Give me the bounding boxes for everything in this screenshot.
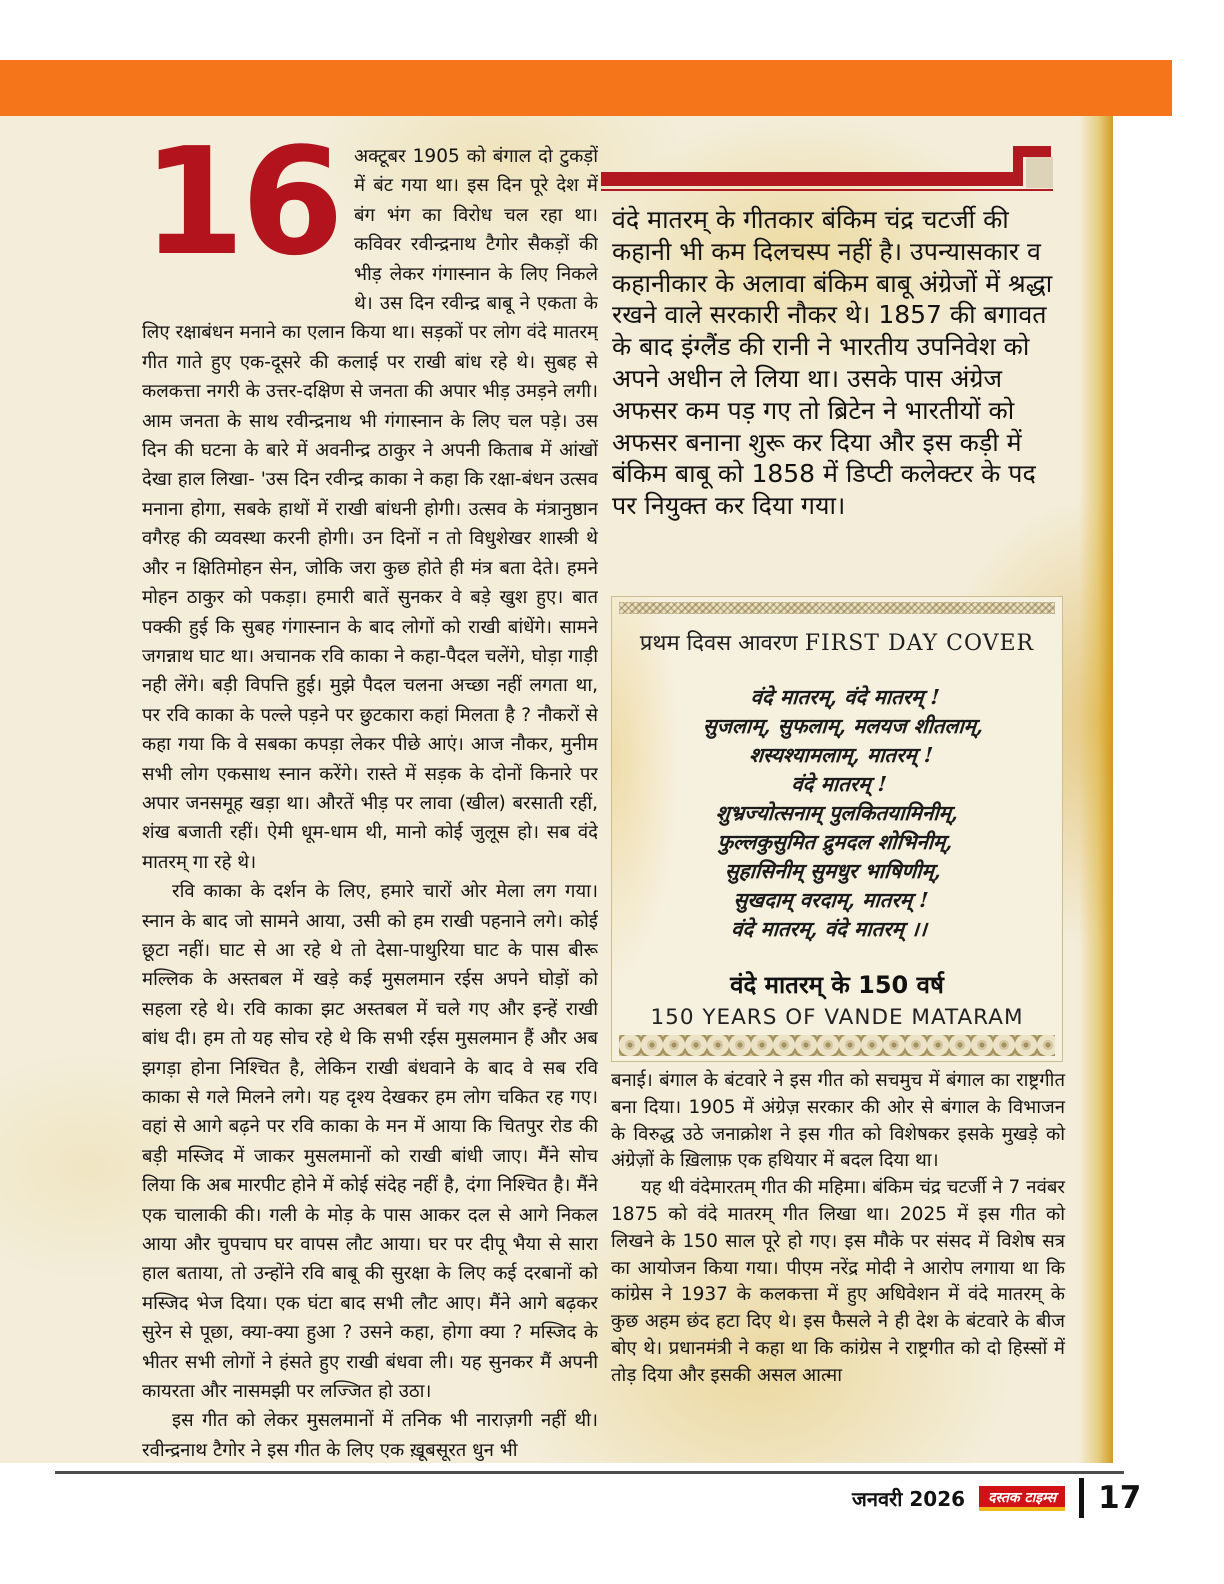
anniversary-title-hindi: वंदे मातरम् के 150 वर्ष [730,971,944,999]
poem-line: सुजलाम्, सुफलाम्, मलयज शीतलाम्, [702,714,985,738]
body-paragraph: यह थी वंदेमारतम् गीत की महिमा। बंकिम चंद्र चटर्जी ने 7 नवंबर 1875 को वंदे मातरम् गीत लिखा था। 2025 में इस गीत को लिखने के 150 साल पूरे हो गए। इस मौके पर संसद में विशेष सत्र का आयोजन किया गया। पीएम नरेंद्र मोदी ने आरोप लगाया था कि कांग्रेस ने 1937 के कलकत्ता में हुए अधिवेशन में वंदे मातरम् के कुछ अहम छंद हटा दिए थे। इस फैसले ने ही देश के बंटवारे के बीज बोए थे। प्रधानमंत्री ने कहा था कि कांग्रेस ने राष्ट्रगीत को दो हिस्सों में तोड़ दिया और इसकी असल आत्मा [611,1177,1065,1386]
poem-line: सुखदाम् वरदाम्, मातरम् ! [732,888,930,912]
red-rule-square [1026,157,1053,188]
right-column-lower [611,1068,1065,1390]
poem-line: वंदे मातरम्, वंदे मातरम् ! [749,685,941,709]
fdc-heading-hindi: प्रथम दिवस आवरण [639,631,798,656]
footer-divider [1079,1478,1084,1518]
body-paragraph [142,142,598,877]
body-paragraph: इस गीत को लेकर मुसलमानों में तनिक भी नाराज़गी नहीं थी। रवीन्द्रनाथ टैगोर ने इस गीत के लिए एक ख़ूबसूरत धुन भी [142,1410,598,1461]
anniversary-title-english: 150 YEARS OF VANDE MATARAM [650,1005,1024,1030]
paragraph-text: अक्टूबर 1905 को बंगाल दो टुकड़ों में बंट गया था। इस दिन पूरे देश में बंग भंग का विरोध चल रहा था। कविवर रवीन्द्रनाथ टैगोर सैकड़ों की भीड़ लेकर गंगास्नान के लिए निकले थे। उस दिन रवीन्द्र बाबू ने एकता के लिए रक्षाबंधन मनाने का एलान किया था। सड़कों पर लोग वंदे मातरम् गीत गाते हुए एक-दूसरे की कलाई पर राखी बांध रहे थे। सुबह से कलकत्ता नगरी के उत्तर-दक्षिण से जनता की अपार भीड़ उमड़ने लगी। आम जनता के साथ रवीन्द्रनाथ भी गंगास्नान के लिए चल पड़े। उस दिन की घटना के बारे में अवनीन्द्र ठाकुर ने अपनी किताब में आंखों देखा हाल लिखा- 'उस दिन रवीन्द्र काका ने कहा कि रक्षा-बंधन उत्सव मनाना होगा, सबके हाथों में राखी बांधनी होगी। उत्सव के मंत्रानुष्ठान वगैरह की व्यवस्था करनी होगी। उन दिनों न तो विधुशेखर शास्त्री थे और न क्षितिमोहन सेन, जोकि जरा कुछ होते ही मंत्र बता देते। हमने मोहन ठाकुर को पकड़ा। हमारी बातें सुनकर वे बड़े खुश हुए। बात पक्की हुई कि सुबह गंगास्नान के बाद लोगों को राखी बांधेंगे। सामने जगन्नाथ घाट था। अचानक रवि काका ने कहा-पैदल चलेंगे, घोड़ा गाड़ी नही लेंगे। बड़ी विपत्ति हुई। मुझे पैदल चलना अच्छा नहीं लगता था, पर रवि काका के पल्ले पड़ने पर छुटकारा कहां मिलता है ? नौकरों से कहा गया कि वे सबका कपड़ा लेकर पीछे आएं। आज नौकर, मुनीम सभी लोग एकसाथ स्नान करेंगे। रास्ते में सड़क के दोनों किनारे पर अपार जनसमूह खड़ा था। औरतें भीड़ पर लावा (खील) बरसाती रहीं, शंख बजाती रहीं। ऐमी धूम-धाम थी, मानो कोई जुलूस हो। सब वंदे मातरम् गा रहे थे। [142,146,598,873]
decorative-border-bottom [619,1035,1055,1056]
decorative-border-top [619,602,1055,614]
fdc-heading-english: FIRST DAY COVER [804,631,1035,656]
page-number: 17 [1098,1479,1142,1516]
fdc-heading [612,627,1062,657]
issue-date: जनवरी 2026 [852,1486,966,1511]
first-day-cover-box [611,596,1063,1062]
poem-line: वंदे मातरम्, वंदे मातरम् ।। [730,917,928,941]
drop-cap: 16 [142,142,340,288]
body-paragraph: रवि काका के दर्शन के लिए, हमारे चारों ओर मेला लग गया। स्नान के बाद जो सामने आया, उसी को हम राखी पहनाने लगे। कोई छूटा नहीं। घाट से आ रहे थे तो देसा-पाथुरिया घाट के पास बीरू मल्लिक के अस्तबल में खड़े कई मुसलमान रईस अपने घोड़ों को सहला रहे थे। रवि काका झट अस्तबल में चले गए और इन्हें राखी बांध दी। हम तो यह सोच रहे थे कि सभी रईस मुसलमान हैं और अब झगड़ा होना निश्चित है, लेकिन राखी बंधवाने के बाद वे सब रवि काका से गले मिलने लगे। यह दृश्य देखकर हम लोग चकित रह गए। वहां से आगे बढ़ने पर रवि काका के मन में आया कि चितपुर रोड की बड़ी मस्जिद में जाकर मुसलमानों को राखी बांधी जाए। मैंने सोच लिया कि अब मारपीट होने में कोई संदेह नहीं है, दंगा निश्चित है। मैंने एक चालाकी की। गली के मोड़ के पास आकर दल से आगे निकल आया और चुपचाप घर वापस लौट आया। घर पर दीपू भैया से सारा हाल बताया, तो उन्होंने रवि बाबू की सुरक्षा के लिए कई दरबानों को मस्जिद भेज दिया। एक घंटा बाद सभी लौट आए। मैंने आगे बढ़कर सुरेन से पूछा, क्या-क्या हुआ ? उसने कहा, होगा क्या ? मस्जिद के भीतर सभी लोगों ने हंसते हुए राखी बंधवा ली। यह सुनकर मैं अपनी कायरता और नासमझी पर लज्जित हो उठा। [142,881,598,1403]
poem-line: वंदे मातरम् ! [790,772,888,796]
standfirst-text: वंदे मातरम् के गीतकार बंकिम चंद्र चटर्जी की कहानी भी कम दिलचस्प नहीं है। उपन्यासकार व कहानीकार के अलावा बंकिम बाबू अंग्रेजों में श्रद्धा रखने वाले सरकारी नौकर थे। 1857 की बगावत के बाद इंग्लैंड की रानी ने भारतीय उपनिवेश को अपने अधीन ले लिया था। उसके पास अंग्रेज अफसर कम पड़ गए तो ब्रिटेन ने भारतीयों को अफसर बनाना शुरू कर दिया और इस कड़ी में बंकिम बाबू को 1858 में डिप्टी कलेक्टर के पद पर नियुक्त कर दिया गया। [612,205,1053,521]
poem-line: शुभ्रज्योत्सनाम् पुलकितयामिनीम्, [715,801,959,825]
footer-rule [55,1471,1124,1474]
red-rule-main [601,172,1019,186]
poem-line: सुहासिनीम् सुमधुर भाषिणीम्, [724,859,942,883]
vande-mataram-poem [603,683,1071,944]
footer [852,1478,1141,1518]
orange-header-band [0,60,1172,116]
red-rule-thin-line [601,189,1053,191]
body-paragraph: बनाई। बंगाल के बंटवारे ने इस गीत को सचमुच में बंगाल का राष्ट्रगीत बना दिया। 1905 में अंग्रेज़ सरकार की ओर से बंगाल के विभाजन के विरुद्ध उठे जनाक्रोश ने इस गीत को विशेषकर इसके मुखड़े को अंग्रेज़ों के ख़िलाफ़ एक हथियार में बदल दिया था। [611,1070,1065,1172]
magazine-logo: दस्तक टाइम्स [979,1486,1065,1511]
poem-line: फुल्लकुसुमित द्रुमदल शोभिनीम्, [716,830,954,854]
red-rule-step-vertical [1013,146,1023,186]
left-column [142,142,598,1464]
poem-line: शस्यश्यामलाम्, मातरम् ! [748,743,934,767]
